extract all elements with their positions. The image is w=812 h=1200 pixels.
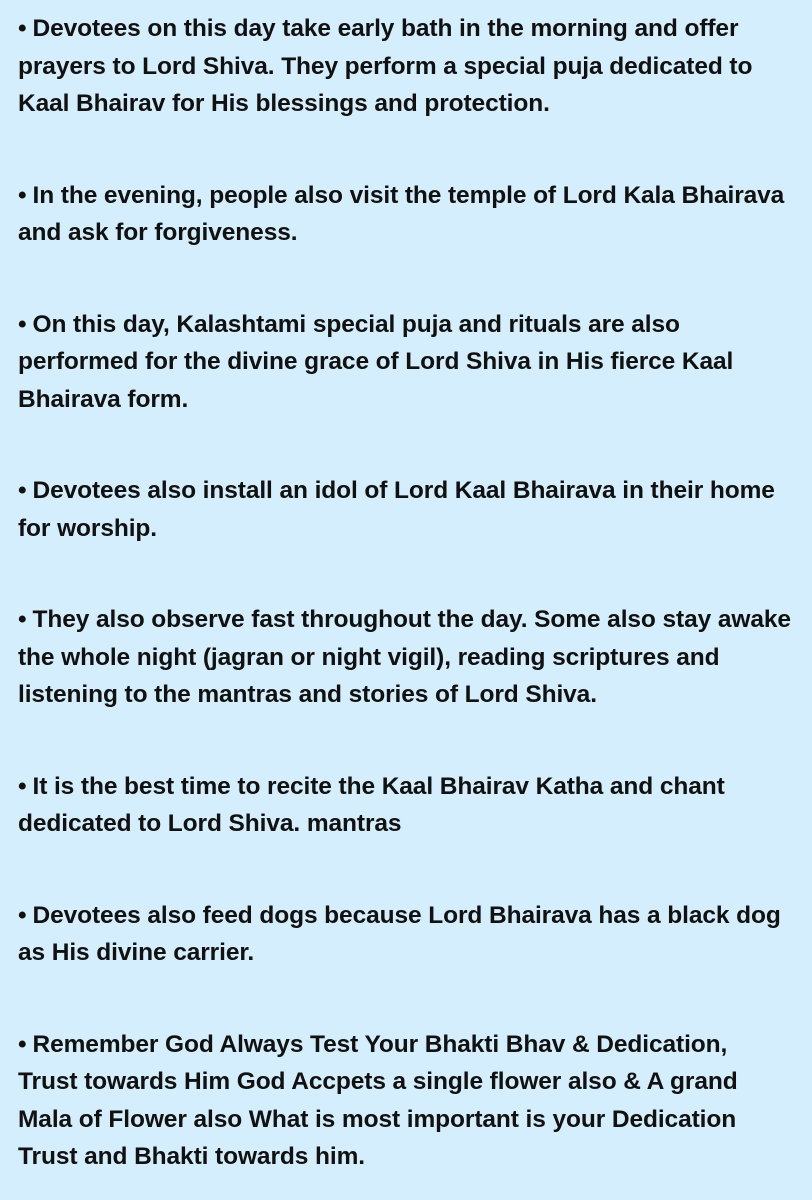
bullet-symbol: • (18, 310, 27, 338)
bullet-text-4: Devotees also install an idol of Lord Kaal Bhairava in their home for worship. (18, 477, 775, 542)
bullet-symbol: • (18, 606, 27, 633)
bullet-symbol: • (18, 15, 27, 42)
bullet-text-2: In the evening, people also visit the temple of Lord Kala Bhairava and ask for forgiveness. (18, 181, 785, 246)
bullet-text-1: Devotees on this day take early bath in the morning and offer prayers to Lord Shiva. They perform a special puja dedicated to Kaal Bhairav for His blessings and protection. (18, 15, 753, 117)
bullet-symbol: • (18, 477, 27, 504)
bullet-symbol: • (18, 901, 27, 929)
bullet-item-6 (18, 768, 792, 843)
bullet-text-5: They also observe fast throughout the day. Some also stay awake the whole night (jagran or night vigil), reading scriptures and listening to the mantras and stories of Lord Shiva. (18, 606, 791, 708)
bullet-item-5 (18, 601, 792, 714)
bullet-item-7 (18, 897, 792, 972)
bullet-item-4 (18, 472, 792, 547)
bullet-text-3: On this day, Kalashtami special puja and rituals are also performed for the divine grace of Lord Shiva in His fierce Kaal Bhairava form. (18, 310, 734, 413)
bullet-item-1 (18, 10, 792, 123)
bullet-symbol: • (18, 772, 27, 800)
bullet-symbol: • (18, 1030, 27, 1058)
bullet-item-3 (18, 306, 792, 419)
bullet-item-8 (18, 1026, 792, 1176)
bullet-symbol: • (18, 181, 27, 209)
bullet-text-7: Devotees also feed dogs because Lord Bhairava has a black dog as His divine carrier. (18, 901, 781, 966)
bullet-item-2 (18, 177, 792, 252)
bullet-text-6: It is the best time to recite the Kaal Bhairav Katha and chant dedicated to Lord Shiva. mantras (18, 772, 725, 837)
bullet-text-8: Remember God Always Test Your Bhakti Bhav & Dedication, Trust towards Him God Accpets a single flower also & A grand Mala of Flower also What is most important is your Dedication Trust and Bhakti towards him. (18, 1030, 738, 1170)
